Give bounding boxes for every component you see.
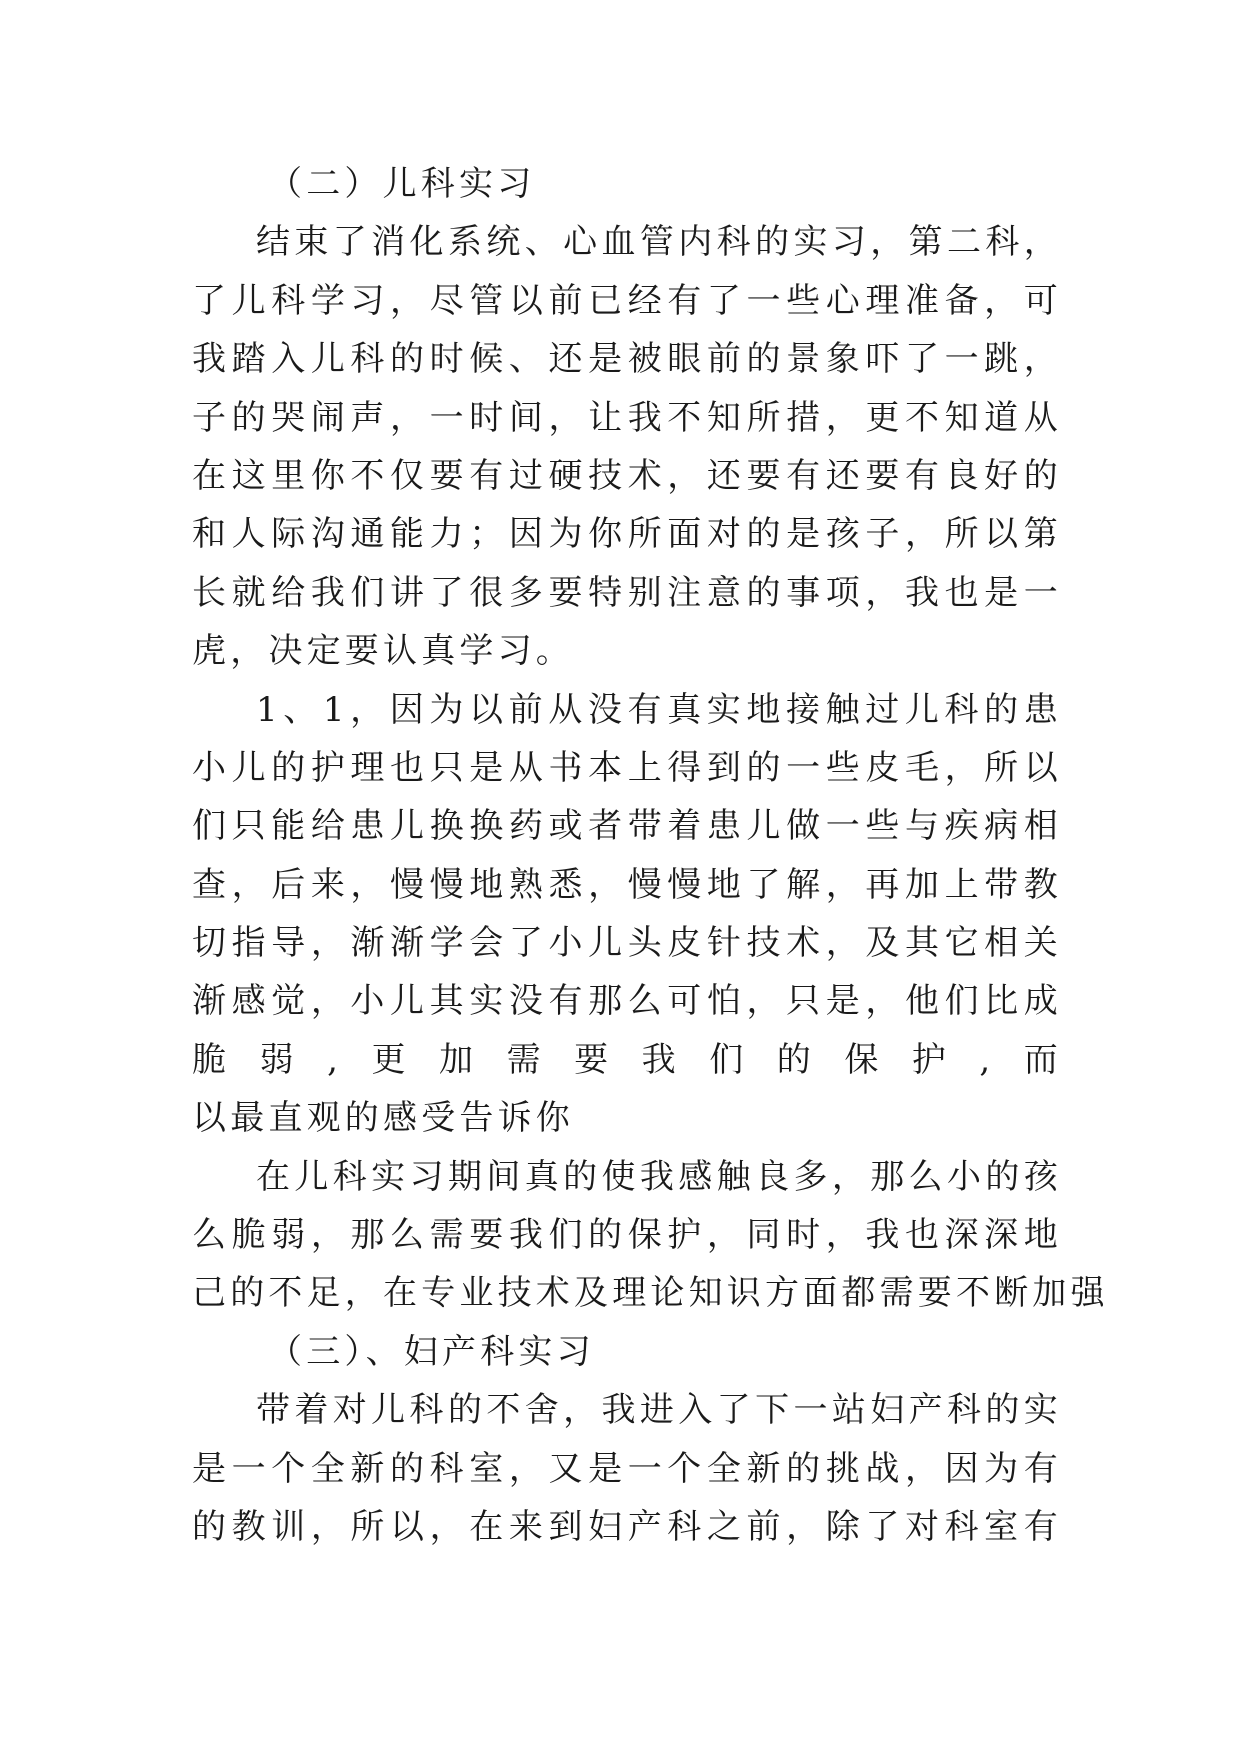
paragraph-line: 在儿科实习期间真的使我感触良多，那么小的孩 (256, 1156, 1062, 1197)
section-heading-pediatrics: （二）儿科实习 (268, 164, 536, 204)
paragraph-line: 以最直观的感受告诉你 (192, 1098, 574, 1139)
paragraph-line: 在这里你不仅要有过硬技术，还要有还要有良好的 (192, 455, 1062, 496)
paragraph-line: 1、1，因为以前从没有真实地接触过儿科的患 (256, 689, 1062, 730)
paragraph-line: 的教训，所以，在来到妇产科之前，除了对科室有 (192, 1506, 1062, 1547)
paragraph-line: 我踏入儿科的时候、还是被眼前的景象吓了一跳， (192, 339, 1062, 380)
paragraph-line: 子的哭闹声，一时间，让我不知所措，更不知道从 (192, 397, 1062, 438)
paragraph-line: 是一个全新的科室，又是一个全新的挑战，因为有 (192, 1448, 1062, 1489)
paragraph-line: 了儿科学习，尽管以前已经有了一些心理准备，可 (192, 280, 1062, 321)
paragraph-line: 小儿的护理也只是从书本上得到的一些皮毛，所以 (192, 747, 1062, 788)
paragraph-line: 己的不足，在专业技术及理论知识方面都需要不断加强 (192, 1273, 1109, 1314)
paragraph-line: 查，后来，慢慢地熟悉，慢慢地了解，再加上带教 (192, 864, 1062, 905)
paragraph-line: 脆弱,更加需要我们的保护,而 (192, 1039, 1062, 1080)
document-body (192, 155, 1109, 1556)
paragraph-line: 们只能给患儿换换药或者带着患儿做一些与疾病相 (192, 806, 1062, 847)
paragraph-line: 和人际沟通能力；因为你所面对的是孩子，所以第 (192, 514, 1062, 555)
paragraph-line: 渐感觉，小儿其实没有那么可怕，只是，他们比成 (192, 981, 1062, 1022)
paragraph-line: 虎，决定要认真学习。 (192, 631, 574, 672)
paragraph-line: 结束了消化系统、心血管内科的实习，第二科， (256, 222, 1062, 263)
paragraph-line: 么脆弱，那么需要我们的保护，同时，我也深深地 (192, 1215, 1062, 1256)
paragraph-line: 带着对儿科的不舍，我进入了下一站妇产科的实 (256, 1390, 1062, 1431)
section-heading-obstetrics: （三）、妇产科实习 (268, 1331, 595, 1372)
paragraph-line: 长就给我们讲了很多要特别注意的事项，我也是一 (192, 572, 1062, 613)
paragraph-line: 切指导，渐渐学会了小儿头皮针技术，及其它相关 (192, 923, 1062, 964)
